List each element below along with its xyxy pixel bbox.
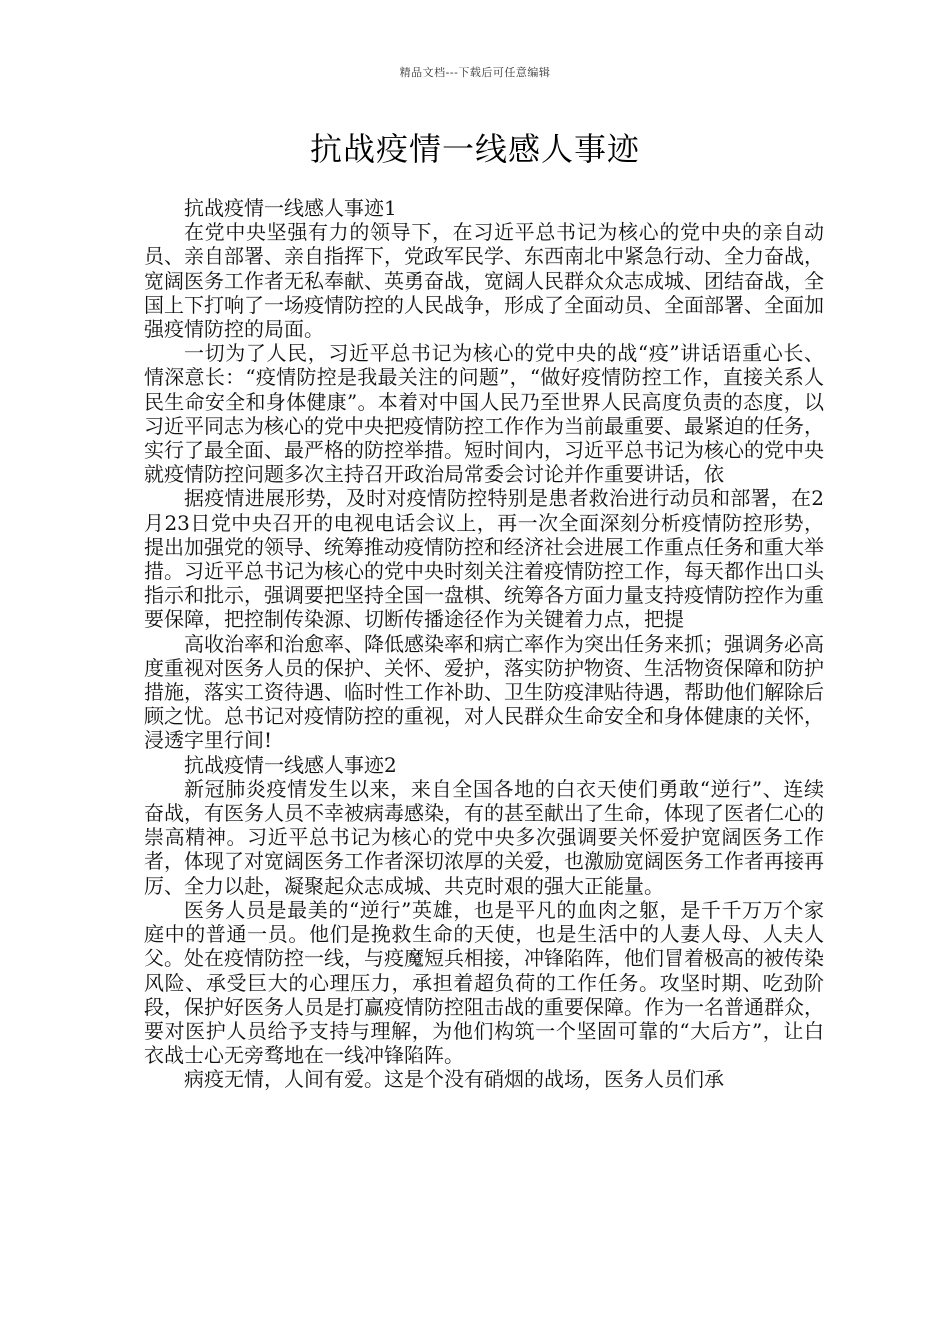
document-title: 抗战疫情一线感人事迹 — [309, 130, 640, 168]
section-heading: 抗战疫情一线感人事迹1 — [184, 196, 397, 220]
paragraph: 高收治率和治愈率、降低感染率和病亡率作为突出任务来抓；强调务必高度重视对医务人员的保护、关怀、爱护，落实防护物资、生活物资保障和防护措施，落实工资待遇、临时性工作补助、卫生防疫津贴待遇，帮助他们解除后顾之忧。总书记对疫情防控的重视，对人民群众生命安全和身体健康的关怀，浸透字里行间! — [144, 631, 824, 753]
paragraph: 在党中央坚强有力的领导下，在习近平总书记为核心的党中央的亲自动员、亲自部署、亲自指挥下，党政军民学、东西南北中紧急行动、全力奋战，宽阔医务工作者无私奉献、英勇奋战，宽阔人民群众众志成城、团结奋战，全国上下打响了一场疫情防控的人民战争，形成了全面动员、全面部署、全面加强疫情防控的局面。 — [144, 220, 824, 342]
document-body — [144, 196, 824, 1092]
paragraph: 病疫无情，人间有爱。这是个没有硝烟的战场，医务人员们承 — [184, 1067, 724, 1092]
paragraph: 医务人员是最美的“逆行”英雄，也是平凡的血肉之躯，是千千万万个家庭中的普通一员。他们是挽救生命的天使，也是生活中的人妻人母、人夫人父。处在疫情防控一线，与疫魔短兵相接，冲锋陷阵，他们冒着极高的被传染风险、承受巨大的心理压力，承担着超负荷的工作任务。攻坚时期、吃劲阶段，保护好医务人员是打赢疫情防控阻击战的重要保障。作为一名普通群众，要对医护人员给予支持与理解，为他们构筑一个坚固可靠的“大后方”，让白衣战士心无旁骛地在一线冲锋陷阵。 — [144, 897, 824, 1068]
paragraph: 据疫情进展形势，及时对疫情防控特别是患者救治进行动员和部署，在2月23日党中央召开的电视电话会议上，再一次全面深刻分析疫情防控形势，提出加强党的领导、统筹推动疫情防控和经济社会进展工作重点任务和重大举措。习近平总书记为核心的党中央时刻关注着疫情防控工作，每天都作出口头指示和批示，强调要把坚持全国一盘棋、统筹各方面力量支持疫情防控作为重要保障，把控制传染源、切断传播途径作为关键着力点，把提 — [144, 486, 824, 632]
paragraph: 一切为了人民，习近平总书记为核心的党中央的战“疫”讲话语重心长、情深意长：“疫情防控是我最关注的问题”，“做好疫情防控工作，直接关系人民生命安全和身体健康”。本着对中国人民乃至世界人民高度负责的态度，以习近平同志为核心的党中央把疫情防控工作作为当前最重要、最紧迫的任务，实行了最全面、最严格的防控举措。短时间内，习近平总书记为核心的党中央就疫情防控问题多次主持召开政治局常委会讨论并作重要讲话，依 — [144, 341, 824, 487]
paragraph: 新冠肺炎疫情发生以来，来自全国各地的白衣天使们勇敢“逆行”、连续奋战，有医务人员不幸被病毒感染，有的甚至献出了生命，体现了医者仁心的崇高精神。习近平总书记为核心的党中央多次强调要关怀爱护宽阔医务工作者，体现了对宽阔医务工作者深切浓厚的关爱，也激励宽阔医务工作者再接再厉、全力以赴，凝聚起众志成城、共克时艰的强大正能量。 — [144, 776, 824, 898]
page-header: 精品文档---下载后可任意编辑 — [399, 66, 551, 79]
section-heading: 抗战疫情一线感人事迹2 — [184, 752, 397, 777]
